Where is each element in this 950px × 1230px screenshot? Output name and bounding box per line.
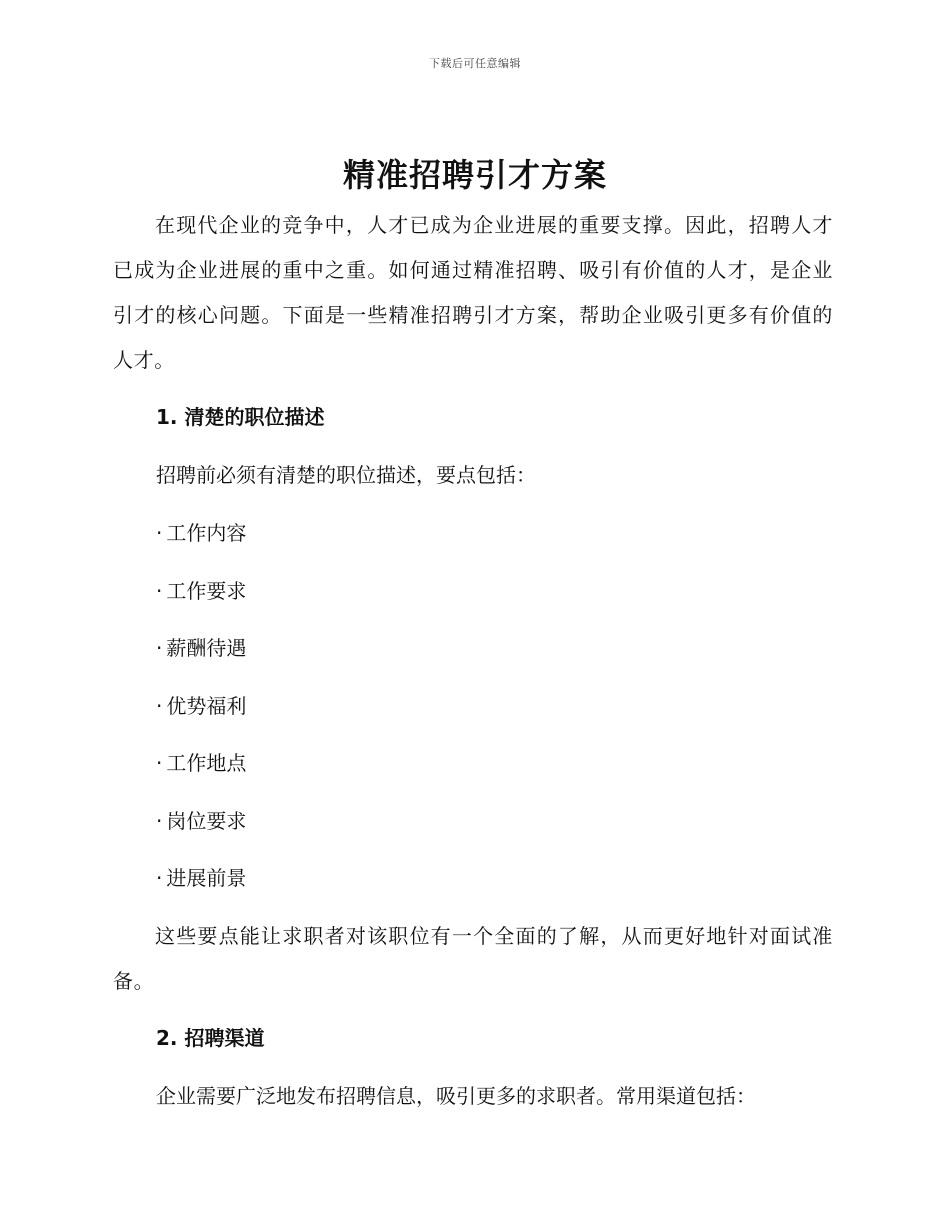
bullet-icon: · bbox=[156, 866, 163, 890]
bullet-icon: · bbox=[156, 521, 163, 545]
list-item bbox=[113, 856, 833, 901]
section-heading-1: 1. 清楚的职位描述 bbox=[156, 405, 325, 429]
spacer bbox=[113, 1004, 833, 1016]
requirements-list bbox=[113, 511, 833, 901]
list-item bbox=[113, 684, 833, 729]
spacer bbox=[113, 383, 833, 395]
running-header: 下载后可任意编辑 bbox=[429, 57, 521, 70]
list-item-text: 工作地点 bbox=[166, 751, 247, 775]
list-item-text: 工作要求 bbox=[166, 578, 247, 603]
list-item-text: 薪酬待遇 bbox=[166, 636, 247, 660]
list-item-text: 进展前景 bbox=[166, 866, 247, 890]
spacer bbox=[113, 440, 833, 453]
bullet-icon: · bbox=[156, 808, 163, 833]
list-item-text: 岗位要求 bbox=[166, 808, 247, 833]
section-heading-2: 2. 招聘渠道 bbox=[156, 1025, 265, 1050]
section-conclusion-1: 这些要点能让求职者对该职位有一个全面的了解，从而更好地针对面试准备。 bbox=[113, 923, 833, 993]
section-lead-1: 招聘前必须有清楚的职位描述，要点包括： bbox=[156, 463, 536, 487]
bullet-icon: · bbox=[156, 693, 163, 718]
list-item bbox=[113, 569, 833, 614]
list-item-text: 优势福利 bbox=[166, 693, 247, 718]
bullet-icon: · bbox=[156, 578, 163, 603]
spacer bbox=[113, 1061, 833, 1074]
list-item bbox=[113, 741, 833, 786]
intro-paragraph: 在现代企业的竞争中，人才已成为企业进展的重要支撑。因此，招聘人才已成为企业进展的重中之重。如何通过精准招聘、吸引有价值的人才，是企业引才的核心问题。下面是一些精准招聘引才方案，帮助企业吸引更多有价值的人才。 bbox=[113, 213, 833, 372]
document-title: 精准招聘引才方案 bbox=[342, 156, 607, 194]
list-item bbox=[113, 626, 833, 671]
list-item-text: 工作内容 bbox=[166, 521, 247, 545]
list-item bbox=[113, 799, 833, 844]
bullet-icon: · bbox=[156, 751, 163, 775]
document-body bbox=[113, 203, 833, 1119]
spacer bbox=[113, 498, 833, 511]
bullet-icon: · bbox=[156, 636, 163, 660]
list-item bbox=[113, 511, 833, 556]
section-lead-2: 企业需要广泛地发布招聘信息，吸引更多的求职者。常用渠道包括： bbox=[156, 1083, 756, 1108]
